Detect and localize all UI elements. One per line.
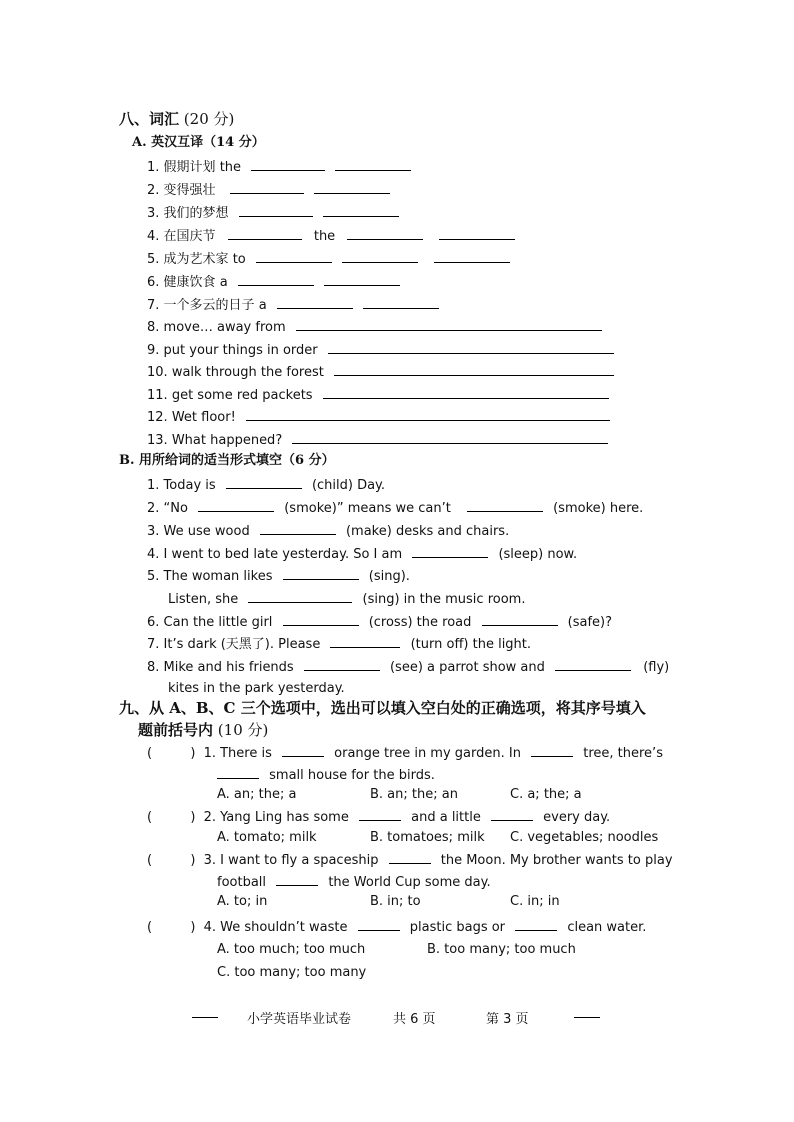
answer-blank[interactable]: [314, 180, 390, 194]
item-text: 成为艺术家: [163, 252, 229, 267]
option-c[interactable]: C. too many; too many: [217, 965, 367, 980]
item-text: 4. I went to bed late yesterday. So I am: [147, 547, 403, 562]
question-text: 3. I want to fly a spaceship: [203, 853, 379, 868]
answer-blank[interactable]: [230, 180, 304, 194]
item-text: (child) Day.: [311, 478, 386, 493]
answer-blank[interactable]: [248, 589, 352, 603]
section9-heading-line1: [119, 699, 646, 717]
answer-blank[interactable]: [251, 157, 325, 171]
item-number: 13.: [147, 433, 168, 448]
answer-blank[interactable]: [323, 385, 609, 399]
partA-heading: [132, 134, 265, 152]
mc-question-1: [147, 743, 663, 763]
answer-blank[interactable]: [277, 295, 353, 309]
item-suffix: the: [219, 160, 242, 175]
partB-heading-text: B. 用所给词的适当形式填空（6 分）: [119, 453, 335, 468]
item-text: (turn off) the light.: [410, 637, 532, 652]
answer-blank[interactable]: [226, 475, 302, 489]
item-number: 8.: [147, 320, 160, 335]
section9-heading-line2: [138, 721, 268, 739]
partB-item-8b: [168, 680, 345, 698]
answer-blank[interactable]: [555, 657, 631, 671]
answer-blank[interactable]: [246, 407, 610, 421]
item-text: 7. It’s dark (天黑了). Please: [147, 637, 321, 652]
answer-blank[interactable]: [389, 850, 431, 864]
footer-title: 小学英语毕业试卷: [247, 1012, 352, 1027]
item-text: 1. Today is: [147, 478, 216, 493]
answer-blank[interactable]: [482, 612, 558, 626]
answer-paren-close: ): [190, 920, 196, 935]
item-text: 健康饮食: [163, 275, 216, 290]
footer-total-pages: 共 6 页: [393, 1012, 436, 1027]
item-text: (make) desks and chairs.: [345, 524, 510, 539]
answer-blank[interactable]: [324, 272, 400, 286]
answer-paren-close: ): [190, 746, 196, 761]
item-number: 7.: [147, 298, 160, 313]
answer-blank[interactable]: [228, 226, 302, 240]
partA-item-3: [147, 203, 399, 223]
question-text: football: [217, 875, 267, 890]
item-text: (fly): [643, 660, 670, 675]
item-text: (sleep) now.: [498, 547, 578, 562]
item-text: (smoke) here.: [553, 501, 644, 516]
answer-blank[interactable]: [335, 157, 411, 171]
item-number: 5.: [147, 252, 160, 267]
answer-blank[interactable]: [412, 544, 488, 558]
answer-blank[interactable]: [434, 249, 510, 263]
item-text: (sing).: [368, 569, 410, 584]
partB-item-6: [147, 612, 612, 632]
partB-item-3: [147, 521, 509, 541]
question-text: orange tree in my garden. In: [334, 746, 521, 761]
item-suffix: a: [219, 275, 228, 290]
question-text: tree, there’s: [583, 746, 663, 761]
partB-heading: [119, 452, 335, 470]
item-text: 一个多云的日子: [163, 298, 255, 313]
option-a[interactable]: A. too much; too much: [217, 942, 366, 957]
answer-blank[interactable]: [323, 203, 399, 217]
answer-blank[interactable]: [359, 807, 401, 821]
mc-question-1-line2: [217, 765, 435, 785]
answer-blank[interactable]: [347, 226, 423, 240]
question-text: the Moon. My brother wants to play: [440, 853, 673, 868]
answer-blank[interactable]: [491, 807, 533, 821]
option-b[interactable]: B. an; the; an: [370, 787, 458, 802]
answer-blank[interactable]: [292, 430, 608, 444]
question-text: clean water.: [567, 920, 647, 935]
partB-item-8: [147, 657, 669, 677]
answer-blank[interactable]: [198, 498, 274, 512]
partA-item-5: [147, 249, 510, 269]
partA-item-4: [147, 226, 515, 246]
item-number: 4.: [147, 229, 160, 244]
item-suffix: a: [258, 298, 267, 313]
answer-paren-open[interactable]: (: [147, 810, 153, 825]
item-number: 6.: [147, 275, 160, 290]
item-text: 在国庆节: [163, 229, 216, 244]
option-a[interactable]: A. an; the; a: [217, 787, 297, 802]
section8-score: (20 分): [183, 110, 235, 128]
question-text: 1. There is: [203, 746, 272, 761]
partA-item-1: [147, 157, 411, 177]
item-number: 9.: [147, 343, 160, 358]
item-number: 2.: [147, 183, 160, 198]
mc-question-2: [147, 807, 610, 827]
partA-item-6: [147, 272, 400, 292]
answer-blank[interactable]: [363, 295, 439, 309]
item-text: 5. The woman likes: [147, 569, 273, 584]
footer-dash-right: [574, 1017, 600, 1018]
option-a[interactable]: A. to; in: [217, 894, 268, 909]
section9-title: 九、从 A、B、C 三个选项中，选出可以填入空白处的正确选项，将其序号填入: [119, 699, 646, 717]
mc-question-4: [147, 917, 646, 937]
mc-question-3: [147, 850, 673, 870]
answer-blank[interactable]: [358, 917, 400, 931]
item-suffix: to: [232, 252, 246, 267]
partA-item-8: [147, 317, 602, 337]
answer-blank[interactable]: [239, 203, 313, 217]
item-text: 变得强壮: [163, 183, 216, 198]
answer-blank[interactable]: [260, 521, 336, 535]
partA-item-7: [147, 295, 439, 315]
answer-paren-close: ): [190, 853, 196, 868]
answer-blank[interactable]: [330, 634, 400, 648]
answer-paren-close: ): [190, 810, 196, 825]
option-b[interactable]: B. tomatoes; milk: [370, 830, 485, 845]
answer-blank[interactable]: [304, 657, 380, 671]
answer-blank[interactable]: [256, 249, 332, 263]
option-c[interactable]: C. a; the; a: [510, 787, 582, 802]
item-text: (cross) the road: [368, 615, 472, 630]
answer-blank[interactable]: [238, 272, 314, 286]
answer-paren-open[interactable]: (: [147, 746, 153, 761]
item-text: (sing) in the music room.: [362, 592, 526, 607]
item-text: kites in the park yesterday.: [168, 681, 345, 696]
section8-heading: [119, 110, 234, 128]
item-text: 6. Can the little girl: [147, 615, 273, 630]
partB-item-1: [147, 475, 385, 495]
item-number: 1.: [147, 160, 160, 175]
answer-blank[interactable]: [334, 362, 614, 376]
partA-item-12: [147, 407, 610, 427]
mc-options-4-line2: [217, 964, 366, 982]
item-text: Listen, she: [168, 592, 239, 607]
option-b[interactable]: B. too many; too much: [427, 942, 576, 957]
partB-item-2: [147, 498, 643, 518]
item-text: 我们的梦想: [163, 206, 229, 221]
question-text: and a little: [411, 810, 481, 825]
item-text: put your things in order: [163, 343, 318, 358]
answer-blank[interactable]: [531, 743, 573, 757]
item-text: 2. “No: [147, 501, 188, 516]
partA-item-10: [147, 362, 614, 382]
section9-score: (10 分): [217, 721, 269, 739]
partA-item-11: [147, 385, 609, 405]
answer-blank[interactable]: [282, 743, 324, 757]
question-text: 2. Yang Ling has some: [203, 810, 349, 825]
item-mid: the: [313, 229, 336, 244]
partA-item-9: [147, 340, 614, 360]
partA-heading-text: A. 英汉互译（14 分）: [132, 135, 265, 150]
section8-title: 八、词汇: [119, 110, 180, 128]
item-text: 8. Mike and his friends: [147, 660, 294, 675]
partB-item-7: [147, 634, 531, 654]
answer-blank[interactable]: [296, 317, 602, 331]
option-c[interactable]: C. in; in: [510, 894, 560, 909]
answer-blank[interactable]: [217, 765, 259, 779]
item-text: What happened?: [171, 433, 283, 448]
answer-blank[interactable]: [283, 566, 359, 580]
item-text: (smoke)” means we can’t: [284, 501, 451, 516]
question-text: every day.: [543, 810, 611, 825]
footer-dash-left: [192, 1017, 218, 1018]
item-number: 11.: [147, 388, 168, 403]
section9-title-cont: 题前括号内: [138, 721, 214, 739]
answer-blank[interactable]: [515, 917, 557, 931]
partA-item-2: [147, 180, 390, 200]
item-text: 假期计划: [163, 160, 216, 175]
answer-blank[interactable]: [467, 498, 543, 512]
option-c[interactable]: C. vegetables; noodles: [510, 830, 659, 845]
answer-blank[interactable]: [439, 226, 515, 240]
item-text: Wet floor!: [171, 410, 236, 425]
item-text: move… away from: [163, 320, 286, 335]
partB-item-5: [147, 566, 410, 586]
answer-blank[interactable]: [276, 872, 318, 886]
partB-item-5b: [168, 589, 525, 609]
partB-item-4: [147, 544, 577, 564]
answer-paren-open[interactable]: (: [147, 920, 153, 935]
page-footer: [0, 1008, 794, 1026]
item-text: 3. We use wood: [147, 524, 250, 539]
footer-page-number: 第 3 页: [486, 1012, 529, 1027]
option-b[interactable]: B. in; to: [370, 894, 421, 909]
question-text: 4. We shouldn’t waste: [203, 920, 348, 935]
answer-blank[interactable]: [342, 249, 418, 263]
mc-question-3-line2: [217, 872, 491, 892]
item-number: 10.: [147, 365, 168, 380]
question-text: plastic bags or: [409, 920, 506, 935]
answer-paren-open[interactable]: (: [147, 853, 153, 868]
answer-blank[interactable]: [328, 340, 614, 354]
item-number: 12.: [147, 410, 168, 425]
partA-item-13: [147, 430, 608, 450]
option-a[interactable]: A. tomato; milk: [217, 830, 317, 845]
item-text: (see) a parrot show and: [389, 660, 545, 675]
item-text: (safe)?: [567, 615, 613, 630]
question-text: small house for the birds.: [269, 768, 435, 783]
item-text: get some red packets: [171, 388, 313, 403]
answer-blank[interactable]: [283, 612, 359, 626]
item-text: walk through the forest: [171, 365, 324, 380]
question-text: the World Cup some day.: [328, 875, 491, 890]
item-number: 3.: [147, 206, 160, 221]
